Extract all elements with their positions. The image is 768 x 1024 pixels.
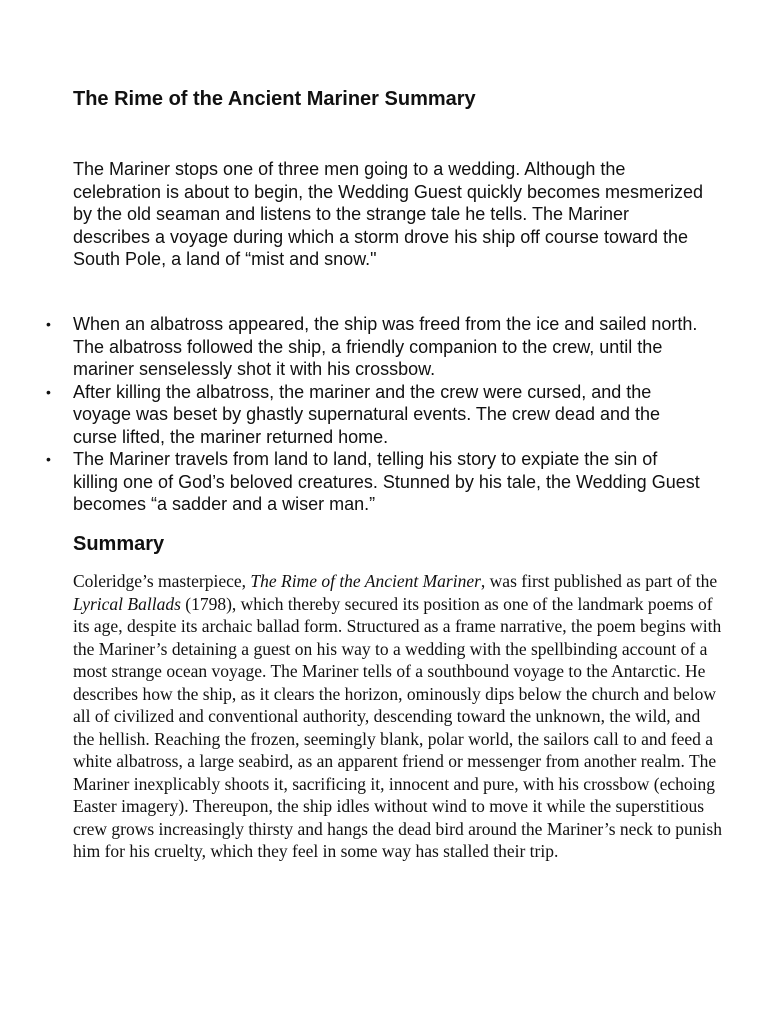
summary-text-2: , was first published as part of the: [480, 571, 718, 591]
summary-italic-title: The Rime of the Ancient Mariner: [250, 571, 481, 591]
list-item-text: The Mariner travels from land to land, telling his story to expiate the sin of killing one of God’s beloved creatures. Stunned by his tale, the Wedding Guest becomes “a sadder and a wiser man.”: [73, 449, 700, 514]
summary-paragraph: [73, 570, 723, 863]
list-item: [46, 313, 703, 381]
bullet-icon: •: [46, 383, 51, 400]
intro-paragraph: The Mariner stops one of three men going to a wedding. Although the celebration is about to begin, the Wedding Guest quickly becomes mesmerized by the old seaman and listens to the strange tale he tells. The Mariner describes a voyage during which a storm drove his ship off course toward the South Pole, a land of “mist and snow.": [73, 159, 704, 269]
bullet-icon: •: [46, 316, 51, 332]
list-item-text: After killing the albatross, the mariner and the crew were cursed, and the voyage was beset by ghastly supernatural events. The crew dead and the curse lifted, the mariner returned home.: [73, 381, 661, 447]
summary-text-3: (1798), which thereby secured its position as one of the landmark poems of its age, despite its archaic ballad form. Structured as a frame narrative, the poem begins with the Mariner’s detaining a guest on his way to a wedding with the spellbinding account of a most strange ocean voyage. The Mariner tells of a southbound voyage to the Antarctic. He describes how the ship, as it clears the horizon, ominously dips below the church and below all of civilized and conventional authority, descending toward the unknown, the wild, and the hellish. Reaching the frozen, seemingly blank, polar world, the sailors call to and feed a white albatross, a large seabird, as an apparent friend or messenger from another realm. The Mariner inexplicably shoots it, sacrificing it, innocent and pure, with his crossbow (echoing Easter imagery). Thereupon, the ship idles without wind to move it while the superstitious crew grows increasingly thirsty and hangs the dead bird around the Mariner’s neck to punish him for his cruelty, which they feel in some way has stalled their trip.: [73, 593, 722, 861]
page-title: The Rime of the Ancient Mariner Summary: [73, 88, 476, 110]
bullet-icon: •: [46, 451, 51, 467]
summary-italic-collection: Lyrical Ballads: [73, 593, 181, 614]
summary-heading: Summary: [73, 533, 165, 555]
list-item: [46, 381, 703, 449]
summary-text-1: Coleridge’s masterpiece,: [73, 571, 251, 591]
bullet-list: [46, 313, 703, 516]
list-item-text: When an albatross appeared, the ship was freed from the ice and sailed north. The albatross followed the ship, a friendly companion to the crew, until the mariner senselessly shot it with his crossbow.: [73, 314, 698, 379]
list-item: [46, 448, 703, 516]
